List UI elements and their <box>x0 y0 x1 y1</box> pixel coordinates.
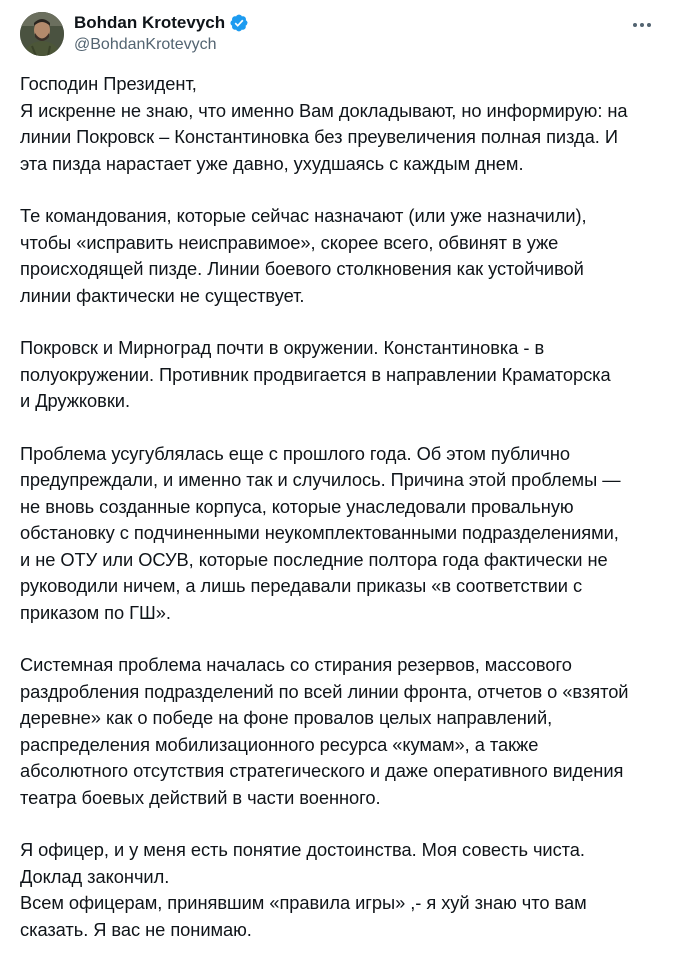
author-names <box>74 12 249 54</box>
text-line: полуокружении. Противник продвигается в направлении Краматорска <box>20 363 611 385</box>
paragraph <box>20 203 660 309</box>
text-line: линии фактически не существует. <box>20 284 305 306</box>
text-line: сказать. Я вас не понимаю. <box>20 918 252 940</box>
paragraph <box>20 837 660 943</box>
text-line: Покровск и Мирноград почти в окружении. Константиновка - в <box>20 337 545 358</box>
tweet-header <box>20 12 657 58</box>
text-line: Доклад закончил. <box>20 865 170 887</box>
text-line: абсолютного отсутствия стратегического и даже оперативного видения <box>20 760 624 781</box>
text-line: распределения мобилизационного ресурса «кумам», а также <box>20 733 539 755</box>
tweet-text <box>20 71 660 969</box>
text-line: обстановку с подчиненными неукомплектованными подразделениями, <box>20 522 619 543</box>
verified-badge-icon <box>229 13 249 33</box>
text-line: Господин Президент, <box>20 73 197 94</box>
paragraph <box>20 441 660 627</box>
avatar[interactable] <box>20 12 64 56</box>
text-line: Проблема усугублялась еще с прошлого года. Об этом публично <box>20 442 571 464</box>
text-line: эта пизда нарастает уже давно, ухудшаясь с каждым днем. <box>20 152 524 174</box>
text-line: руководили ничем, а лишь передавали приказы «в соответствии с <box>20 575 583 596</box>
paragraph <box>20 652 660 811</box>
paragraph <box>20 335 660 415</box>
text-line: приказом по ГШ». <box>20 601 171 623</box>
text-line: театра боевых действий в части военного. <box>20 786 381 808</box>
text-line: предупреждали, и именно так и случилось. Причина этой проблемы — <box>20 469 621 490</box>
text-line: и не ОТУ или ОСУВ, которые последние полтора года фактически не <box>20 548 608 570</box>
more-horizontal-icon[interactable] <box>627 14 657 36</box>
text-line: происходящей пизде. Линии боевого столкновения как устойчивой <box>20 258 584 279</box>
text-line: не вновь созданные корпуса, которые унаследовали провальную <box>20 495 574 517</box>
paragraph <box>20 71 660 177</box>
handle[interactable]: @BohdanKrotevych <box>74 36 217 53</box>
text-line: деревне» как о победе на фоне провалов целых направлений, <box>20 707 553 728</box>
text-line: чтобы «исправить неисправимое», скорее всего, обвинят в уже <box>20 231 559 253</box>
text-line: линии Покровск – Константиновка без преувеличения полная пизда. И <box>20 126 618 147</box>
display-name[interactable]: Bohdan Krotevych <box>74 13 226 32</box>
avatar-image <box>20 12 64 56</box>
text-line: и Дружковки. <box>20 390 130 411</box>
text-line: Те командования, которые сейчас назначают (или уже назначили), <box>20 205 587 226</box>
text-line: Всем офицерам, принявшим «правила игры» ,- я хуй знаю что вам <box>20 892 587 913</box>
text-line: Системная проблема началась со стирания резервов, массового <box>20 654 572 675</box>
text-line: Я офицер, и у меня есть понятие достоинства. Моя совесть чиста. <box>20 839 585 860</box>
text-line: Я искренне не знаю, что именно Вам докладывают, но информирую: на <box>20 99 628 121</box>
text-line: раздробления подразделений по всей линии фронта, отчетов о «взятой <box>20 680 629 702</box>
